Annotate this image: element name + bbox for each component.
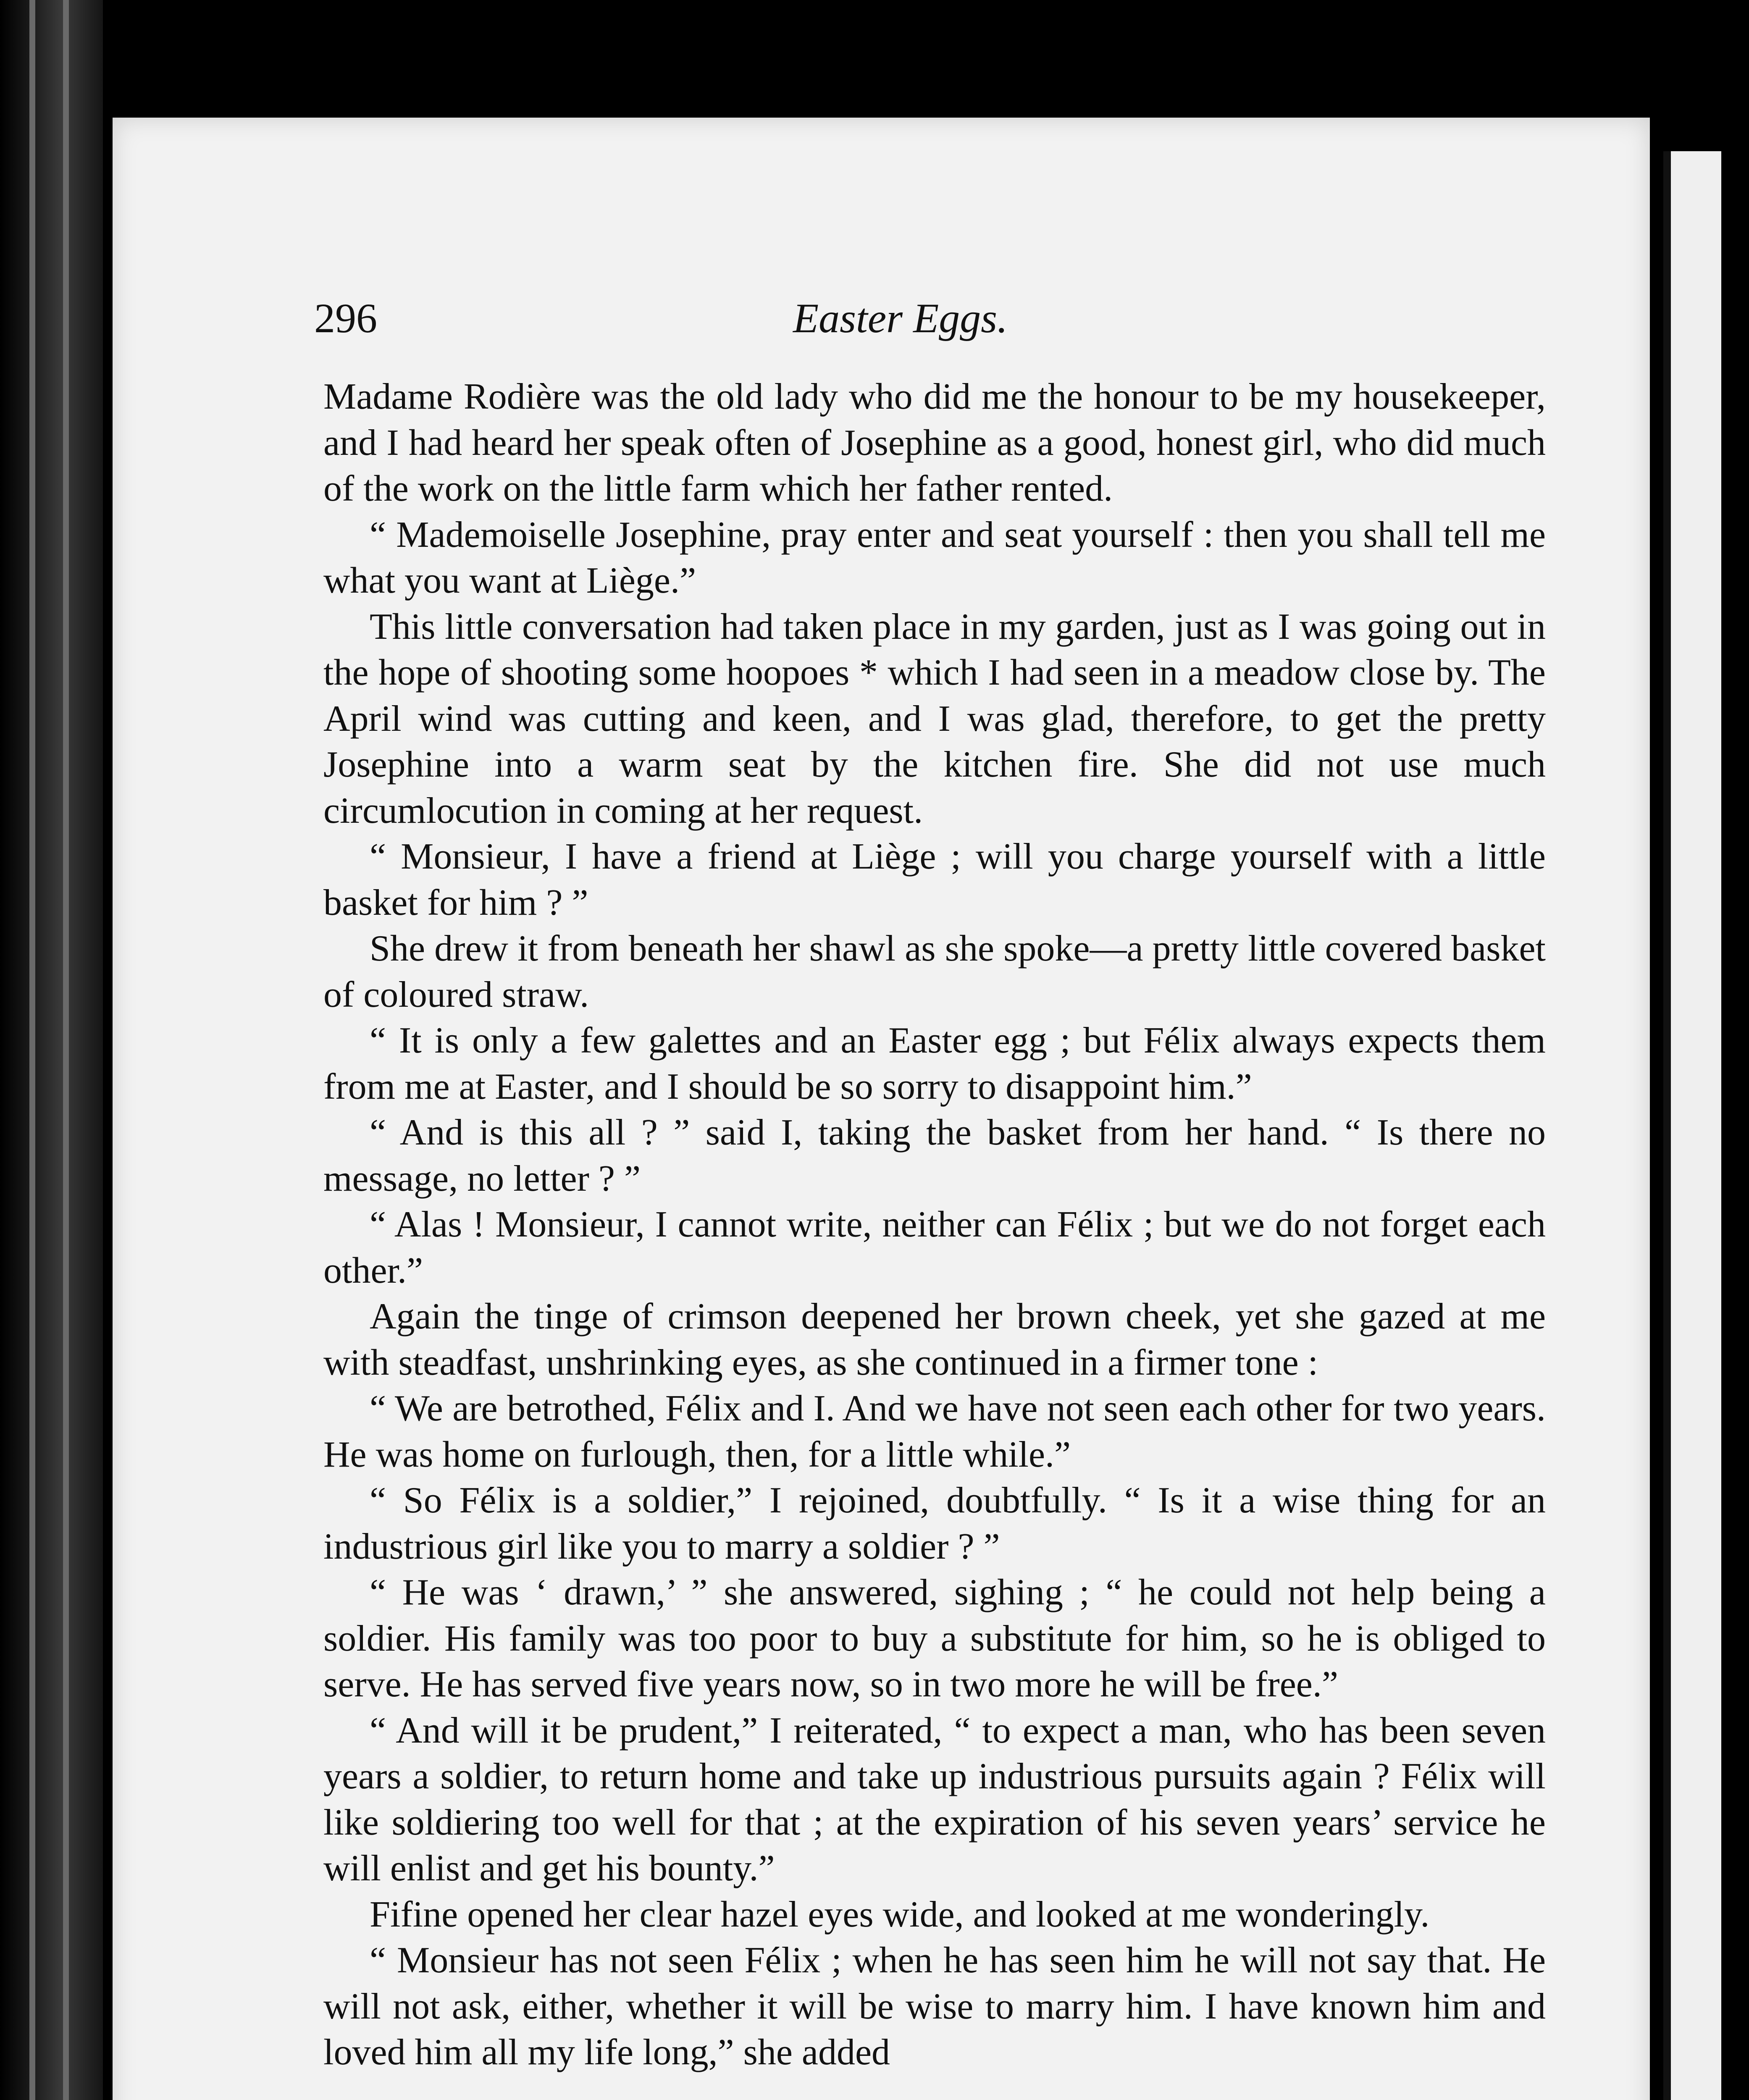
paragraph: “ So Félix is a soldier,” I rejoined, doubtfully. “ Is it a wise thing for an industrious girl like you to marry a soldier ? ” — [323, 1480, 1546, 1567]
book-spine — [0, 0, 103, 2100]
paragraph: “ Monsieur has not seen Félix ; when he has seen him he will not say that. He will not ask, either, whether it will be wise to marry him. I have known him and loved him all my life long,” she added — [323, 1940, 1546, 2073]
running-title: Easter Eggs. — [793, 295, 1008, 341]
paragraph: “ He was ‘ drawn,’ ” she answered, sighing ; “ he could not help being a soldier. His family was too poor to buy a substitute for him, so he is obliged to serve. He has served five years now, so in two more he will be free.” — [323, 1572, 1546, 1705]
paragraph: “ Mademoiselle Josephine, pray enter and seat yourself : then you shall tell me what you want at Liège.” — [323, 514, 1546, 601]
paragraph: Fifine opened her clear hazel eyes wide, and looked at me wonderingly. — [370, 1894, 1430, 1935]
spine-line — [63, 0, 69, 2100]
paragraph: She drew it from beneath her shawl as she spoke—a pretty little covered basket of coloured straw. — [323, 928, 1546, 1015]
paragraph: This little conversation had taken place in my garden, just as I was going out in the hope of shooting some hoopoes * which I had seen in a meadow close by. The April wind was cutting and keen, and I was glad, therefore, to get the pretty Josephine into a warm seat by the kitchen fire. She did not use much circumlocution in coming at her request. — [323, 606, 1546, 831]
running-head — [314, 294, 1553, 344]
spine-line — [29, 0, 35, 2100]
body-text — [323, 374, 1546, 2076]
paragraph: “ It is only a few galettes and an Easter egg ; but Félix always expects them from me at Easter, and I should be so sorry to disappoint him.” — [323, 1020, 1546, 1107]
page-number: 296 — [314, 295, 377, 341]
paragraph: “ We are betrothed, Félix and I. And we have not seen each other for two years. He was home on furlough, then, for a little while.” — [323, 1388, 1546, 1475]
paragraph: “ And is this all ? ” said I, taking the basket from her hand. “ Is there no message, no letter ? ” — [323, 1112, 1546, 1199]
paragraph: “ Monsieur, I have a friend at Liège ; will you charge yourself with a little basket for him ? ” — [323, 836, 1546, 923]
paragraph: Madame Rodière was the old lady who did me the honour to be my housekeeper, and I had heard her speak often of Josephine as a good, honest girl, who did much of the work on the little farm which her father rented. — [323, 376, 1546, 509]
paragraph: “ Alas ! Monsieur, I cannot write, neither can Félix ; but we do not forget each other.” — [323, 1204, 1546, 1291]
paragraph: Again the tinge of crimson deepened her brown cheek, yet she gazed at me with steadfast, unshrinking eyes, as she continued in a firmer tone : — [323, 1296, 1546, 1383]
paragraph: “ And will it be prudent,” I reiterated, “ to expect a man, who has been seven years a soldier, to return home and take up industrious pursuits again ? Félix will like soldiering too well for that ; at the expiration of his seven years’ service he will enlist and get his bounty.” — [323, 1710, 1546, 1889]
facing-page-edge — [1663, 151, 1721, 2100]
